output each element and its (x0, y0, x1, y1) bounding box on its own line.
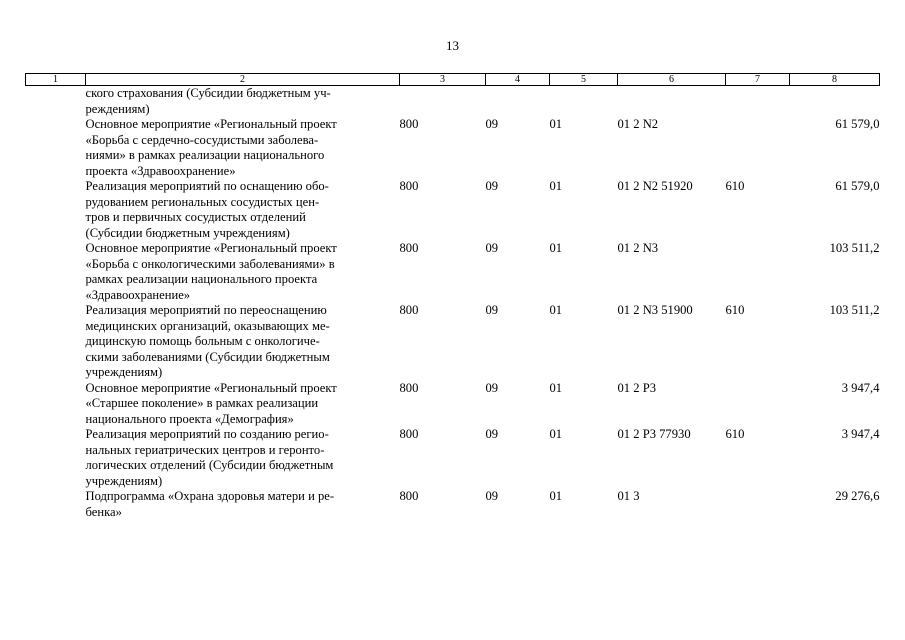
target-article-cell (618, 86, 726, 118)
amount-cell (790, 179, 880, 241)
target-article-text: 01 2 N2 (617, 117, 659, 131)
table-row (26, 489, 880, 520)
target-article-text: 01 2 P3 77930 (617, 427, 691, 441)
amount-text: 3 947,4 (841, 427, 880, 441)
item-name-text: Подпрограмма «Охрана здоровья матери и ре- бенка» (85, 489, 335, 519)
ministry-code-cell (400, 117, 486, 179)
row-number-cell (26, 117, 86, 179)
item-name-cell (86, 86, 400, 118)
subsection-code-cell (550, 381, 618, 428)
amount-text: 61 579,0 (835, 179, 880, 193)
ministry-code-cell (400, 241, 486, 303)
row-number-cell (26, 179, 86, 241)
subsection-code-cell (550, 489, 618, 520)
amount-cell (790, 303, 880, 381)
section-code-text: 09 (485, 117, 499, 131)
amount-cell (790, 241, 880, 303)
target-article-text: 01 2 N3 51900 (617, 303, 693, 317)
ministry-code-text: 800 (399, 489, 419, 503)
item-name-text: Реализация мероприятий по оснащению обо- рудованием региональных сосудистых цен- тров и первичных сосудистых отделений (Субсидии бюджетным учреждениям) (85, 179, 329, 240)
target-article-cell (618, 489, 726, 520)
expense-type-cell (726, 179, 790, 241)
section-code-text: 09 (485, 380, 499, 395)
subsection-code-cell (550, 117, 618, 179)
row-number-cell (26, 489, 86, 520)
column-header-8: 8 (790, 74, 880, 86)
column-number-row (26, 74, 880, 86)
table-row (26, 117, 880, 179)
item-name-text: ского страхования (Субсидии бюджетным уч- реждениям) (85, 86, 331, 116)
row-number-cell (26, 381, 86, 428)
section-code-cell (486, 303, 550, 381)
target-article-cell (618, 427, 726, 489)
item-name-text: Реализация мероприятий по переоснащению медицинских организаций, оказывающих ме- дицинскую помощь больным с онкологиче- скими заболеваниями (Субсидии бюджетным учреждениям) (85, 303, 330, 379)
expense-type-text: 610 (725, 303, 745, 317)
section-code-cell (486, 117, 550, 179)
table-row (26, 241, 880, 303)
item-name-cell (86, 241, 400, 303)
expense-type-cell (726, 117, 790, 179)
target-article-text: 01 2 N3 (617, 241, 659, 255)
subsection-code-text: 01 (549, 303, 563, 317)
target-article-text: 01 3 (617, 489, 640, 503)
amount-cell (790, 489, 880, 520)
table-row (26, 86, 880, 118)
amount-cell (790, 117, 880, 179)
ministry-code-cell (400, 489, 486, 520)
section-code-cell (486, 489, 550, 520)
ministry-code-text: 800 (399, 427, 419, 441)
subsection-code-text: 01 (549, 117, 563, 131)
subsection-code-text: 01 (549, 427, 563, 441)
target-article-cell (618, 381, 726, 428)
section-code-text: 09 (485, 427, 499, 441)
column-header-3: 3 (400, 74, 486, 86)
subsection-code-text: 01 (549, 179, 563, 193)
expense-type-text: 610 (725, 179, 745, 193)
item-name-cell (86, 179, 400, 241)
item-name-text: Основное мероприятие «Региональный проект «Борьба с онкологическими заболеваниями» в рамках реализации национального проекта «Здравоохранение» (85, 241, 337, 302)
row-number-cell (26, 241, 86, 303)
column-header-1: 1 (26, 74, 86, 86)
subsection-code-cell (550, 241, 618, 303)
section-code-cell (486, 241, 550, 303)
row-number-cell (26, 86, 86, 118)
ministry-code-cell (400, 86, 486, 118)
table-row (26, 179, 880, 241)
page-number: 13 (446, 38, 459, 53)
row-number-cell (26, 427, 86, 489)
expense-type-cell (726, 241, 790, 303)
column-header-7: 7 (726, 74, 790, 86)
amount-text: 3 947,4 (841, 380, 880, 395)
item-name-cell (86, 427, 400, 489)
target-article-cell (618, 117, 726, 179)
expense-type-cell (726, 86, 790, 118)
expense-type-cell (726, 381, 790, 428)
column-header-5: 5 (550, 74, 618, 86)
ministry-code-text: 800 (399, 241, 419, 255)
amount-text: 103 511,2 (829, 241, 880, 255)
amount-cell (790, 427, 880, 489)
item-name-cell (86, 381, 400, 428)
subsection-code-text: 01 (549, 489, 563, 503)
target-article-cell (618, 241, 726, 303)
item-name-cell (86, 303, 400, 381)
subsection-code-cell (550, 427, 618, 489)
target-article-text: 01 2 N2 51920 (617, 179, 693, 193)
section-code-text: 09 (485, 241, 499, 255)
column-header-4: 4 (486, 74, 550, 86)
table-row (26, 303, 880, 381)
table-row (26, 427, 880, 489)
ministry-code-cell (400, 381, 486, 428)
ministry-code-cell (400, 179, 486, 241)
amount-text: 61 579,0 (835, 117, 880, 131)
amount-text: 29 276,6 (835, 489, 880, 503)
expense-type-text: 610 (725, 427, 745, 441)
item-name-cell (86, 117, 400, 179)
section-code-cell (486, 381, 550, 428)
item-name-text: Основное мероприятие «Региональный проект «Старшее поколение» в рамках реализации национального проекта «Демография» (85, 380, 337, 426)
budget-table (25, 73, 880, 520)
ministry-code-cell (400, 427, 486, 489)
item-name-cell (86, 489, 400, 520)
section-code-cell (486, 427, 550, 489)
row-number-cell (26, 303, 86, 381)
amount-cell (790, 86, 880, 118)
item-name-text: Реализация мероприятий по созданию регио- нальных гериатрических центров и геронто- логических отделений (Субсидии бюджетным учреждениям) (85, 427, 334, 488)
subsection-code-cell (550, 303, 618, 381)
table-row (26, 381, 880, 428)
section-code-text: 09 (485, 303, 499, 317)
expense-type-cell (726, 427, 790, 489)
target-article-cell (618, 179, 726, 241)
item-name-text: Основное мероприятие «Региональный проект «Борьба с сердечно-сосудистыми заболева- ниями» в рамках реализации национального проекта «Здравоохранение» (85, 117, 337, 178)
section-code-cell (486, 179, 550, 241)
subsection-code-text: 01 (549, 241, 563, 255)
table-body (26, 86, 880, 521)
column-header-2: 2 (86, 74, 400, 86)
subsection-code-cell (550, 86, 618, 118)
subsection-code-text: 01 (549, 380, 563, 395)
ministry-code-text: 800 (399, 303, 419, 317)
target-article-text: 01 2 P3 (617, 380, 656, 395)
ministry-code-text: 800 (399, 380, 419, 395)
expense-type-cell (726, 303, 790, 381)
ministry-code-text: 800 (399, 179, 419, 193)
section-code-text: 09 (485, 179, 499, 193)
ministry-code-cell (400, 303, 486, 381)
amount-text: 103 511,2 (829, 303, 880, 317)
section-code-text: 09 (485, 489, 499, 503)
section-code-cell (486, 86, 550, 118)
ministry-code-text: 800 (399, 117, 419, 131)
column-header-6: 6 (618, 74, 726, 86)
subsection-code-cell (550, 179, 618, 241)
expense-type-cell (726, 489, 790, 520)
amount-cell (790, 381, 880, 428)
target-article-cell (618, 303, 726, 381)
